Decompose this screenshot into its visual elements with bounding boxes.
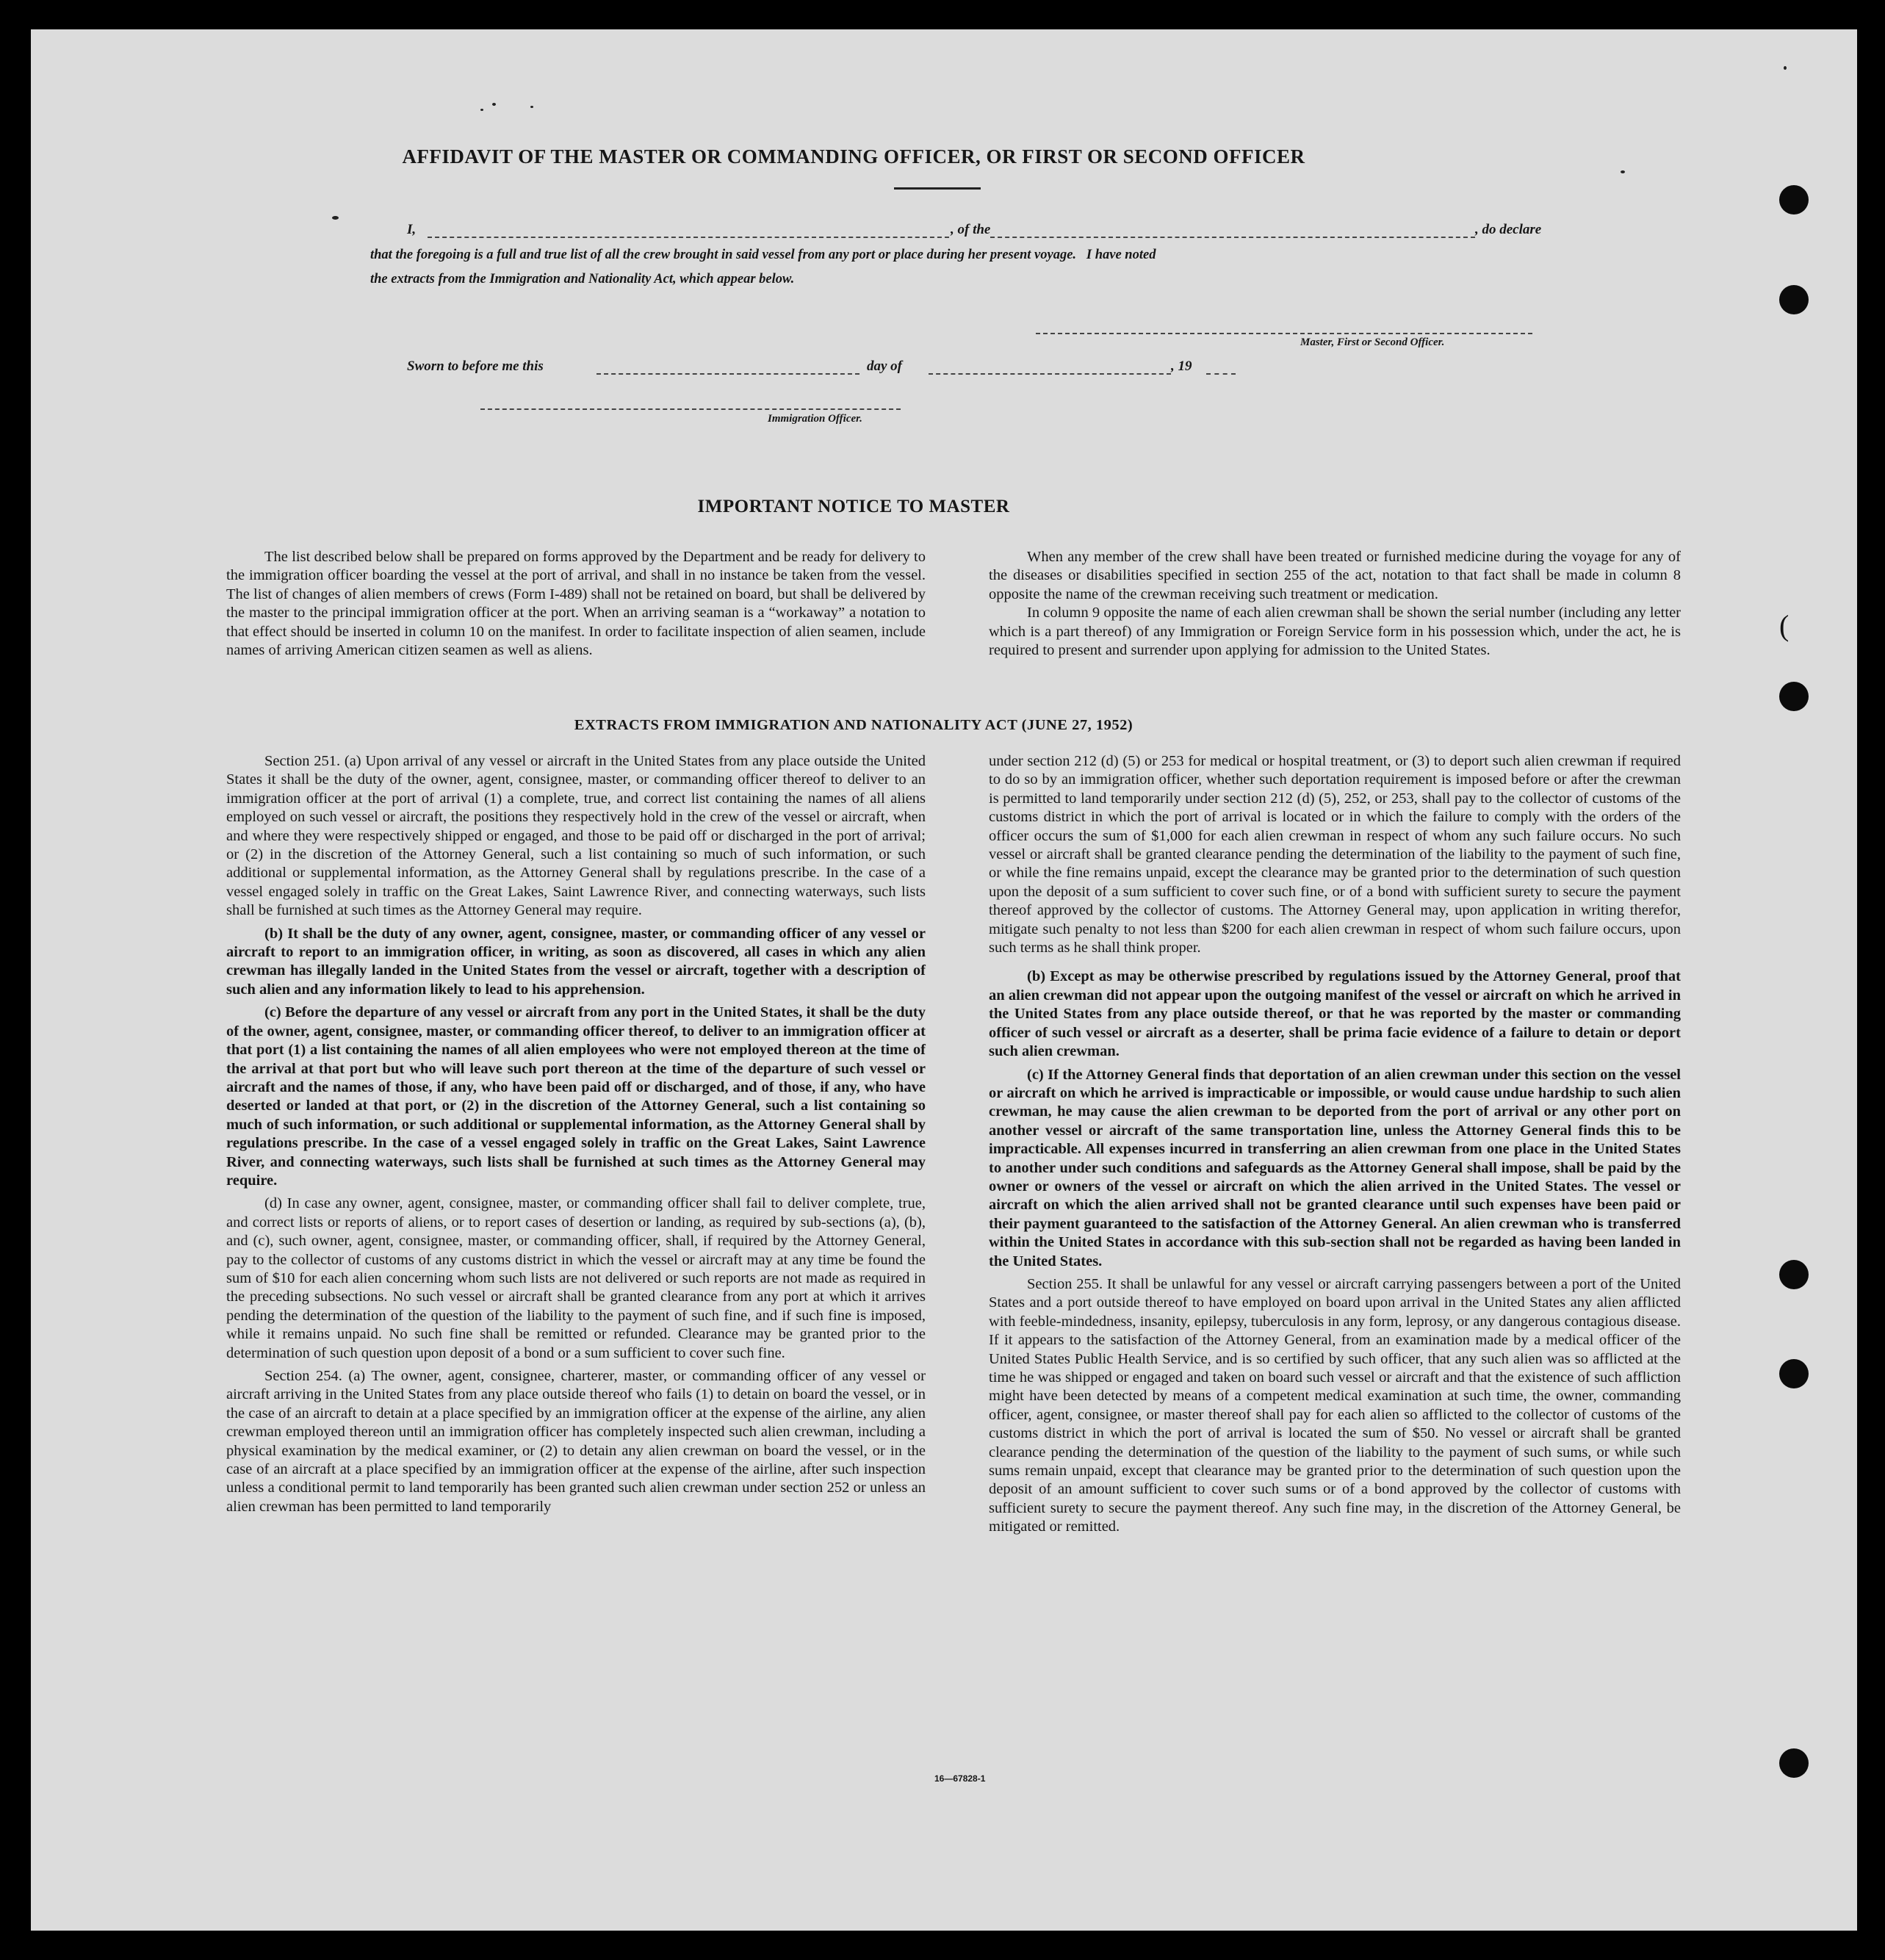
binder-hole (1779, 682, 1809, 711)
binder-hole (1779, 1748, 1809, 1778)
pen-mark: ( (1779, 609, 1790, 642)
notice-left-column (226, 548, 926, 660)
extracts-title: EXTRACTS FROM IMMIGRATION AND NATIONALITY ACT (JUNE 27, 1952) (574, 717, 1133, 733)
notice-right-column (989, 548, 1681, 660)
binder-hole (1779, 1359, 1809, 1388)
immigration-officer-signature-field[interactable] (480, 408, 901, 410)
form-code: 16—67828-1 (934, 1773, 986, 1784)
section-254-c: (c) If the Attorney General finds that deportation of an alien crewman under this section on the vessel or aircraft on which he arrived is impracticable or impossible, or would cause undue hardship to such alien crewman, he may cause the alien crewman to be deported from the port of arrival or any other port on another vessel or aircraft of the same transportation line, unless the Attorney General finds this to be impracticable. All expenses incurred in transferring an alien crewman from one place in the United States to another under such conditions and safeguards as the Attorney General shall impose, shall be paid by the owner or owners of the vessel or aircraft on which the alien arrived in the United States. The vessel or aircraft on which the alien arrived shall not be granted clearance until such expenses have been paid or their payment guaranteed to the satisfaction of the Attorney General. An alien crewman who is transferred within the United States in accordance with this sub-section shall not be regarded as having been landed in the United States. (989, 1066, 1681, 1269)
notice-title: IMPORTANT NOTICE TO MASTER (697, 497, 1010, 516)
section-251-c: (c) Before the departure of any vessel or aircraft from any port in the United States, it shall be the duty of the owner, agent, consignee, master, or commanding officer thereof, to deliver to an immigration officer at that port (1) a list containing the names of all alien employees who were not employed thereon at the time of the arrival at that port but who will leave such port thereon at the time of the departure of such vessel or aircraft and the names of those, if any, who have been paid off or discharged, and of those, if any, who have deserted or landed at that port, or (2) in the discretion of the Attorney General, such a list containing so much of such information, or such additional or supplemental information, as the Attorney General shall by regulations prescribe. In the case of a vessel engaged solely in traffic on the Great Lakes, Saint Lawrence River, and connecting waterways, such lists shall be furnished at such times as the Attorney General may require. (226, 1004, 926, 1189)
of-the-label: , of the (951, 222, 991, 237)
binder-hole (1779, 285, 1809, 314)
affidavit-title: AFFIDAVIT OF THE MASTER OR COMMANDING OFFICER, OR FIRST OR SECOND OFFICER (402, 145, 1305, 167)
declarant-name-field[interactable] (428, 237, 949, 238)
notice-right-paragraph: When any member of the crew shall have been treated or furnished medicine during the voyage for any of the diseases or disabilities specified in section 255 of the act, notation to that fact shall be made in column 8 opposite the name of the crewman receiving such treatment or medication. (989, 549, 1681, 602)
section-254-a: Section 254. (a) The owner, agent, consignee, charterer, master, or commanding officer of any vessel or aircraft arriving in the United States from any place outside thereof who fails (1) to detain on board the vessel, or in the case of an aircraft to detain at a place specified by an immigration officer at the expense of the airline, any alien crewman employed thereon until an immigration officer has completely inspected such alien crewman, including a physical examination by the medical examiner, or (2) to detain any alien crewman on board the vessel, or in the case of an aircraft at a place specified by an immigration officer at the expense of the airline, after such inspection unless a conditional permit to land temporarily has been granted such alien crewman under section 252 or unless an alien crewman has been permitted to land temporarily (226, 1368, 926, 1515)
day-of-label: day of (867, 359, 903, 374)
section-251-a: Section 251. (a) Upon arrival of any vessel or aircraft in the United States from any place outside the United States it shall be the duty of the owner, agent, consignee, master, or commanding officer thereof to deliver to an immigration officer at the port of arrival (1) a complete, true, and correct list containing the names of all aliens employed on such vessel or aircraft, the positions they respectively hold in the crew of the vessel or aircraft, when and where they were respectively shipped or engaged, and those to be paid off or discharged in the port of arrival; or (2) in the discretion of the Attorney General, such a list containing so much of such information, or such additional or supplemental information, as the Attorney General shall by regulations prescribe. In the case of a vessel engaged solely in traffic on the Great Lakes, Saint Lawrence River, and connecting waterways, such lists shall be furnished at such times as the Attorney General may require. (226, 753, 926, 919)
notice-right-paragraph: In column 9 opposite the name of each alien crewman shall be shown the serial number (including any letter which is a part thereof) of any Immigration or Foreign Service form in his possession which, under the act, he is required to present and surrender upon applying for admission to the United States. (989, 605, 1681, 659)
extracts-left-column (226, 752, 926, 1516)
binder-hole (1779, 185, 1809, 215)
binder-hole (1779, 1260, 1809, 1289)
section-251-b: (b) It shall be the duty of any owner, agent, consignee, master, or commanding officer of any vessel or aircraft to report to an immigration officer, in writing, as soon as discovered, all cases in which any alien crewman has illegally landed in the United States from the vessel or aircraft, together with a description of such alien and any information likely to lead to his apprehension. (226, 925, 926, 998)
title-underline (894, 187, 981, 190)
sworn-day-field[interactable] (597, 373, 859, 375)
sworn-year-field[interactable] (1206, 373, 1236, 375)
do-declare-label: , do declare (1475, 222, 1542, 237)
signature-caption: Master, First or Second Officer. (1300, 336, 1445, 348)
notice-left-paragraph: The list described below shall be prepared on forms approved by the Department and be ready for delivery to the immigration officer boarding the vessel at the port of arrival, and shall in no instance be taken from the vessel. The list of changes of alien members of crews (Form I-489) shall not be retained on board, but shall be delivered by the master to the principal immigration officer at the port. When an arriving seaman is a “workaway” a notation to that effect should be inserted in column 10 on the manifest. In order to facilitate inspection of alien seamen, include names of arriving American citizen seamen as well as aliens. (226, 549, 926, 659)
extracts-right-column (989, 752, 1681, 1537)
statement-line-1: that the foregoing is a full and true list of all the crew brought in said vessel from any port or place during her present voyage. I have noted (370, 248, 1156, 262)
year-label: , 19 (1171, 359, 1192, 374)
i-label: I, (407, 222, 417, 237)
section-254-a-continued: under section 212 (d) (5) or 253 for medical or hospital treatment, or (3) to deport such alien crewman if required to do so by an immigration officer, whether such deportation requirement is imposed before or after the crewman is permitted to land temporarily under section 212 (d) (5), 252, or 253, shall pay to the collector of customs of the customs district in which the port of arrival is located or in which the failure to comply with the orders of the officer occurs the sum of $1,000 for each alien crewman in respect of whom any such failure occurs. No such vessel or aircraft shall be granted clearance pending the determination of the liability to the payment of such fine, or while the fine remains unpaid, except the clearance may be granted prior to the determination of such question upon the deposit of a sum sufficient to cover such fine, or of a bond with sufficient surety to secure the payment thereof approved by the collector of customs. The Attorney General may, upon application in writing therefor, mitigate such penalty to not less than $200 for each alien crewman in respect of whom such failure occurs, upon such terms as he shall think proper. (989, 753, 1681, 956)
section-254-b: (b) Except as may be otherwise prescribed by regulations issued by the Attorney General, proof that an alien crewman did not appear upon the outgoing manifest of the vessel or aircraft on which he arrived in the United States from any place outside thereof, or that he was reported by the master or commanding officer of such vessel or aircraft as a deserter, shall be prima facie evidence of a failure to detain or deport such alien crewman. (989, 968, 1681, 1060)
statement-line-2: the extracts from the Immigration and Nationality Act, which appear below. (370, 272, 795, 287)
sworn-month-field[interactable] (929, 373, 1171, 375)
section-255: Section 255. It shall be unlawful for any vessel or aircraft carrying passengers between a port of the United States and a port outside thereof to have employed on board upon arrival in the United States any alien afflicted with feeble-mindedness, insanity, epilepsy, tuberculosis in any form, leprosy, or any dangerous contagious disease. If it appears to the satisfaction of the Attorney General, from an examination made by a medical officer of the United States Public Health Service, and is so certified by such officer, that any such alien was so afflicted at the time he was shipped or engaged and taken on board such vessel or aircraft and that the existence of such affliction might have been detected by means of a competent medical examination at such time, the owner, commanding officer, agent, consignee, or master thereof shall pay for each alien so afflicted to the collector of customs of the customs district in which the port of arrival is located the sum of $50. No vessel or aircraft shall be granted clearance pending the determination of the question of the liability to the payment of such sums, or while such sums remain unpaid, except that clearance may be granted prior to the determination of such question upon the deposit of an amount sufficient to cover such sums or of a bond approved by the collector of customs with sufficient surety to secure the payment thereof. Any such fine may, in the discretion of the Attorney General, be mitigated or remitted. (989, 1275, 1681, 1535)
officer-caption: Immigration Officer. (768, 413, 862, 425)
officer-signature-field[interactable] (1036, 333, 1532, 334)
section-251-d: (d) In case any owner, agent, consignee, master, or commanding officer shall fail to deliver complete, true, and correct lists or reports of aliens, or to report cases of desertion or landing, as required by sub-sections (a), (b), and (c), such owner, agent, consignee, master, or commanding officer, shall, if required by the Attorney General, pay to the collector of customs of any customs district in which the vessel or aircraft may at any time be found the sum of $10 for each alien concerning whom such lists are not delivered or such reports are not made as required in the preceding subsections. No such vessel or aircraft shall be granted clearance from any port at which it arrives pending the determination of the question of the liability to the payment of such fine, and if such fine is imposed, while it remains unpaid. No such fine shall be remitted or refunded. Clearance may be granted prior to the determination of such question upon deposit of a bond or a sum sufficient to cover such fine. (226, 1195, 926, 1361)
document-page (31, 29, 1857, 1931)
sworn-label: Sworn to before me this (407, 359, 544, 374)
vessel-name-field[interactable] (990, 237, 1475, 238)
